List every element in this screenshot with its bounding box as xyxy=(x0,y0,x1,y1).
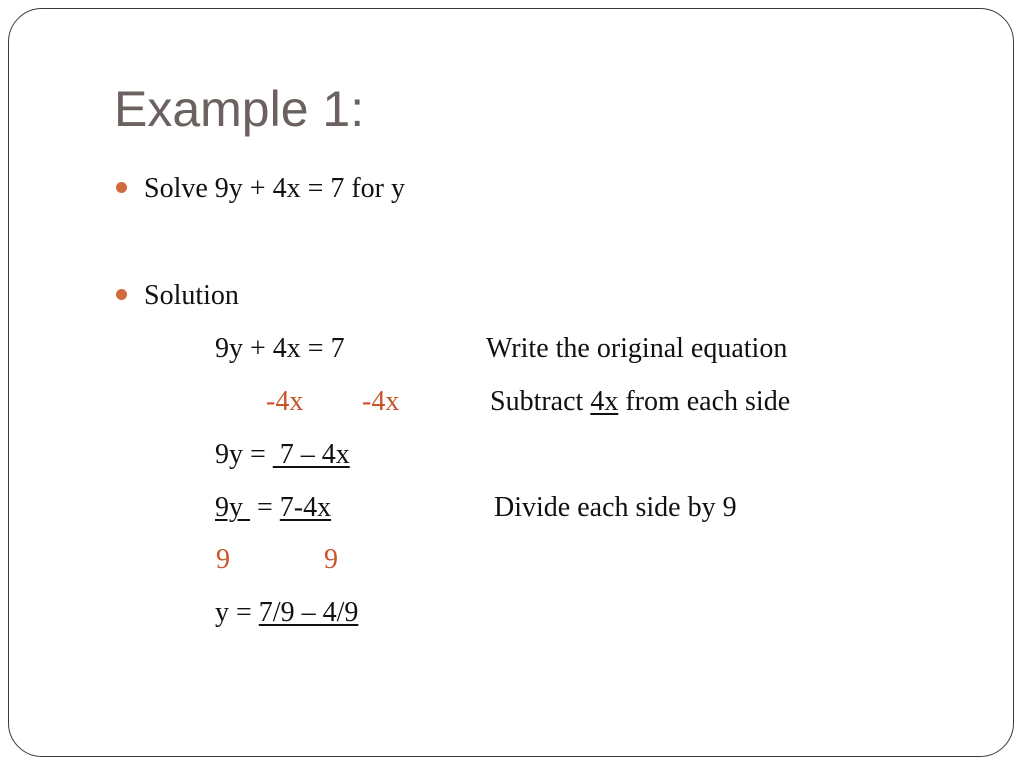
step-6-expression xyxy=(215,599,358,627)
bullet-dot-icon xyxy=(116,182,127,193)
step-3-rhs: 7 – 4x xyxy=(272,439,350,470)
step-4-note: Divide each side by 9 xyxy=(494,492,737,523)
step-2-note xyxy=(490,388,790,416)
step-3-prefix: 9y = xyxy=(215,439,273,470)
step-5-right-denominator: 9 xyxy=(324,544,338,575)
step-4-rhs: 7-4x xyxy=(279,492,332,523)
step-2-left-term: -4x xyxy=(266,386,304,417)
bullet-solution: Solution xyxy=(144,280,239,311)
step-2-note-prefix: Subtract xyxy=(490,386,591,417)
step-4-eq: = xyxy=(250,492,280,523)
step-6-rhs: 7/9 – 4/9 xyxy=(258,597,359,628)
bullet-problem: Solve 9y + 4x = 7 for y xyxy=(144,173,406,204)
bullet-dot-icon xyxy=(116,289,127,300)
step-5-left-denominator: 9 xyxy=(216,544,230,575)
step-1-note: Write the original equation xyxy=(486,333,788,364)
step-2-note-suffix: from each side xyxy=(618,386,791,417)
step-3-expression xyxy=(215,441,350,469)
step-6-prefix: y = xyxy=(215,597,259,628)
step-1-expression: 9y + 4x = 7 xyxy=(215,333,345,364)
step-2-right-term: -4x xyxy=(362,386,400,417)
step-2-note-term: 4x xyxy=(590,386,619,417)
slide-title: Example 1: xyxy=(114,81,365,137)
step-4-lhs: 9y xyxy=(215,492,250,523)
step-4-expression xyxy=(215,494,331,522)
